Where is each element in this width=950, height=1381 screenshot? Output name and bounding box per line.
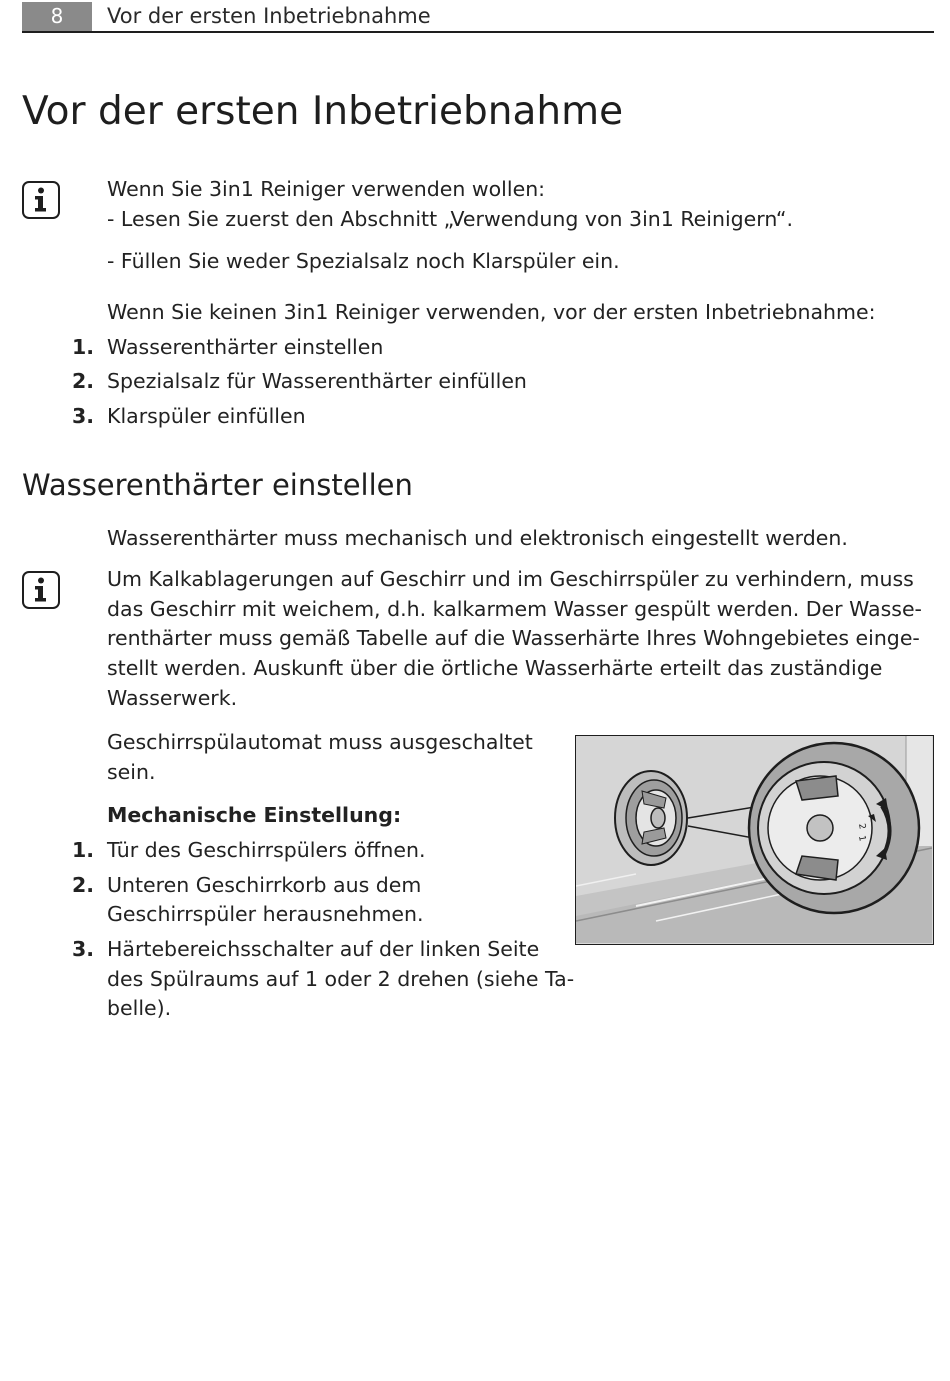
running-title: Vor der ersten Inbetriebnahme bbox=[107, 4, 431, 28]
note-line: renthärter muss gemäß Tabelle auf die Wasserhärte Ihres Wohngebietes einge- bbox=[107, 626, 920, 650]
note-line: Wasserwerk. bbox=[107, 686, 238, 710]
page-title: Vor der ersten Inbetriebnahme bbox=[22, 89, 624, 134]
note-line: Wenn Sie 3in1 Reiniger verwenden wollen: bbox=[107, 177, 546, 201]
note-line: stellt werden. Auskunft über die örtliche Wasserhärte erteilt das zuständige bbox=[107, 656, 883, 680]
section-heading: Wasserenthärter einstellen bbox=[22, 468, 413, 502]
dial-label: 1 bbox=[856, 834, 867, 843]
step-number: 1. bbox=[72, 335, 95, 359]
intro-text: Wasserenthärter muss mechanisch und elektronisch eingestellt werden. bbox=[107, 526, 848, 550]
step-text: Geschirrspüler herausnehmen. bbox=[107, 902, 424, 926]
step-number: 2. bbox=[72, 873, 95, 897]
dial-label: 2 bbox=[856, 822, 867, 831]
step-number: 2. bbox=[72, 369, 95, 393]
step-text: Härtebereichsschalter auf der linken Seite bbox=[107, 937, 540, 961]
precondition-text: sein. bbox=[107, 760, 156, 784]
info-icon bbox=[22, 181, 60, 219]
note-line: - Lesen Sie zuerst den Abschnitt „Verwendung von 3in1 Reinigern“. bbox=[107, 207, 793, 231]
step-text: des Spülraums auf 1 oder 2 drehen (siehe Ta- bbox=[107, 967, 575, 991]
step-text: Unteren Geschirrkorb aus dem bbox=[107, 873, 422, 897]
note-line: Um Kalkablagerungen auf Geschirr und im Geschirrspüler zu verhindern, muss bbox=[107, 567, 914, 591]
intro-text: Wenn Sie keinen 3in1 Reiniger verwenden, vor der ersten Inbetriebnahme: bbox=[107, 300, 876, 324]
step-number: 1. bbox=[72, 838, 95, 862]
note-line: - Füllen Sie weder Spezialsalz noch Klarspüler ein. bbox=[107, 249, 620, 273]
precondition-text: Geschirrspülautomat muss ausgeschaltet bbox=[107, 730, 533, 754]
step-text: Wasserenthärter einstellen bbox=[107, 335, 384, 359]
step-text: Klarspüler einfüllen bbox=[107, 404, 306, 428]
page-number: 8 bbox=[22, 2, 92, 31]
step-text: belle). bbox=[107, 996, 172, 1020]
step-text: Tür des Geschirrspülers öffnen. bbox=[107, 838, 426, 862]
note-line: das Geschirr mit weichem, d.h. kalkarmem Wasser gespült werden. Der Wasse- bbox=[107, 597, 922, 621]
step-number: 3. bbox=[72, 404, 95, 428]
header-divider bbox=[22, 31, 934, 33]
subheading: Mechanische Einstellung: bbox=[107, 803, 402, 827]
step-text: Spezialsalz für Wasserenthärter einfüllen bbox=[107, 369, 527, 393]
step-number: 3. bbox=[72, 937, 95, 961]
water-softener-dial-illustration bbox=[575, 735, 934, 945]
info-icon bbox=[22, 571, 60, 609]
